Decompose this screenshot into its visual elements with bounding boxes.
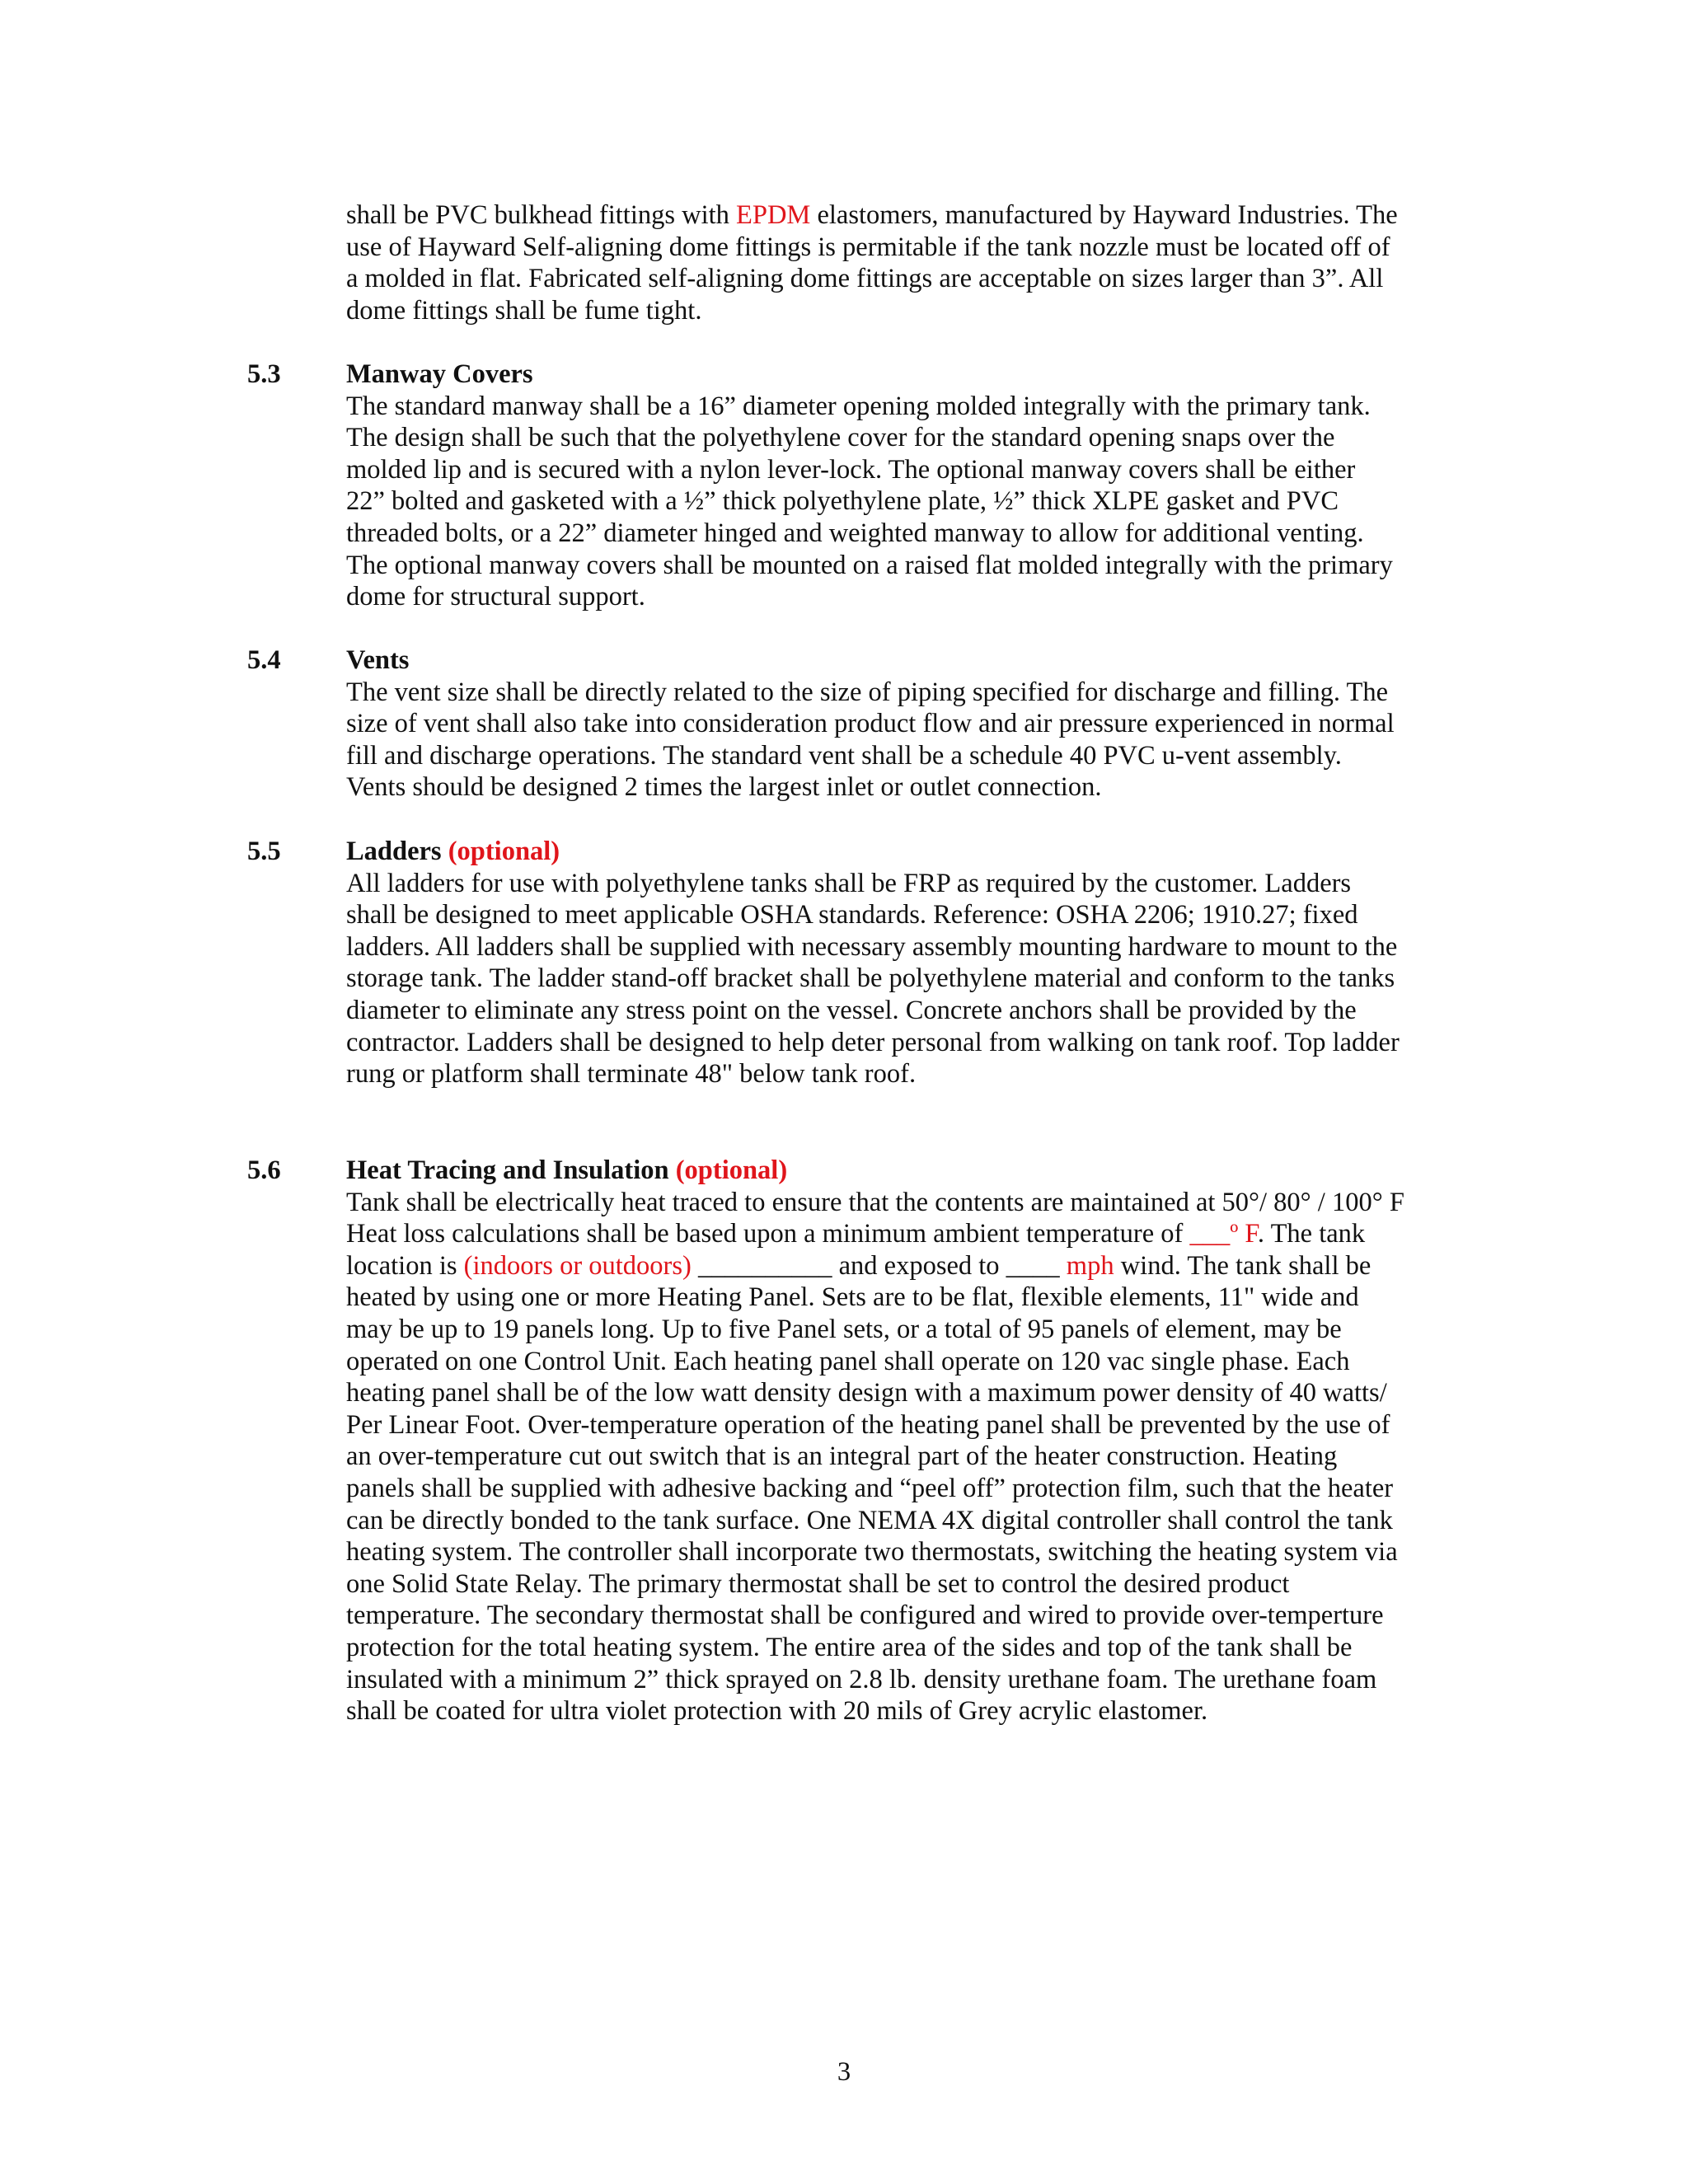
intro-paragraph: [346, 199, 1451, 326]
section-title: [346, 644, 1451, 677]
body-line: one Solid State Relay. The primary thermostat shall be set to control the desired product: [346, 1568, 1290, 1599]
page-number: 3: [837, 2057, 851, 2087]
body-line: ladders. All ladders shall be supplied with necessary assembly mounting hardware to mount to the: [346, 931, 1398, 962]
intro-line: use of Hayward Self-aligning dome fittings is permitable if the tank nozzle must be located off of: [346, 232, 1390, 262]
body-line: temperature. The secondary thermostat shall be configured and wired to provide over-temperture: [346, 1601, 1384, 1631]
body-line: Per Linear Foot. Over-temperature operation of the heating panel shall be prevented by the use of: [346, 1409, 1390, 1440]
body-line: an over-temperature cut out switch that is an integral part of the heater construction. Heating: [346, 1441, 1338, 1472]
body-line: contractor. Ladders shall be designed to help deter personal from walking on tank roof. Top ladder: [346, 1027, 1400, 1057]
body-line: Vents should be designed 2 times the largest inlet or outlet connection.: [346, 772, 1102, 803]
text-run: location is: [346, 1250, 464, 1281]
body-line: All ladders for use with polyethylene tanks shall be FRP as required by the customer. Ladders: [346, 868, 1352, 898]
section-number: 5.4: [247, 645, 281, 675]
section-number: 5.5: [247, 837, 281, 866]
text-run: . The tank: [1257, 1219, 1366, 1249]
body-line: heated by using one or more Heating Panel. Sets are to be flat, flexible elements, 11" wide and: [346, 1282, 1359, 1313]
optional-tag: (optional): [448, 837, 560, 866]
body-line: threaded bolts, or a 22” diameter hinged and weighted manway to allow for additional venting.: [346, 518, 1364, 548]
body-line: Tank shall be electrically heat traced to ensure that the contents are maintained at 50°/ 80° / 100° F: [346, 1187, 1404, 1217]
body-line: dome for structural support.: [346, 582, 645, 612]
optional-tag: (optional): [675, 1155, 788, 1185]
body-line: The design shall be such that the polyethylene cover for the standard opening snaps over the: [346, 423, 1335, 453]
text-run: elastomers, manufactured by Hayward Industries. The: [810, 200, 1398, 230]
body-line: insulated with a minimum 2” thick sprayed on 2.8 lb. density urethane foam. The urethane foam: [346, 1664, 1377, 1694]
body-line: storage tank. The ladder stand-off bracket shall be polyethylene material and conform to the tanks: [346, 963, 1395, 994]
temperature-blank: ___º F: [1189, 1219, 1258, 1249]
body-line: heating panel shall be of the low watt density design with a maximum power density of 40 watts/: [346, 1378, 1387, 1408]
text-run: __________ and exposed to ____: [691, 1250, 1067, 1281]
body-line: heating system. The controller shall incorporate two thermostats, switching the heating system via: [346, 1537, 1398, 1568]
text-run: shall be PVC bulkhead fittings with: [346, 200, 737, 230]
body-line: fill and discharge operations. The standard vent shall be a schedule 40 PVC u-vent assembly.: [346, 740, 1342, 771]
title-text: Ladders: [346, 837, 442, 866]
intro-line: dome fittings shall be fume tight.: [346, 295, 702, 326]
body-line: diameter to eliminate any stress point on the vessel. Concrete anchors shall be provided by the: [346, 995, 1357, 1025]
section-vents: [346, 644, 1451, 804]
section-number: 5.3: [247, 359, 281, 389]
section-title: [346, 1155, 1451, 1187]
title-text: Heat Tracing and Insulation: [346, 1155, 669, 1185]
intro-line: a molded in flat. Fabricated self-aligning dome fittings are acceptable on sizes larger than 3”. All: [346, 264, 1384, 294]
text-run: Heat loss calculations shall be based upon a minimum ambient temperature of: [346, 1219, 1190, 1249]
wind-unit: mph: [1066, 1250, 1114, 1281]
body-line: size of vent shall also take into consideration product flow and air pressure experienced in normal: [346, 709, 1395, 739]
title-text: Vents: [346, 645, 410, 675]
epdm-highlight: EPDM: [736, 200, 811, 230]
section-heat-tracing: [346, 1155, 1451, 1727]
body-line: [346, 1250, 1451, 1282]
body-line: rung or platform shall terminate 48" below tank roof.: [346, 1059, 917, 1090]
body-line: shall be designed to meet applicable OSHA standards. Reference: OSHA 2206; 1910.27; fixed: [346, 900, 1358, 930]
intro-line: [346, 199, 1451, 232]
section-title: [346, 359, 1451, 391]
section-manway-covers: [346, 359, 1451, 613]
body-line: molded lip and is secured with a nylon lever-lock. The optional manway covers shall be either: [346, 454, 1356, 485]
section-title: [346, 836, 1451, 868]
body-line: The optional manway covers shall be mounted on a raised flat molded integrally with the primary: [346, 550, 1393, 580]
body-line: panels shall be supplied with adhesive backing and “peel off” protection film, such that the heater: [346, 1473, 1394, 1503]
body-line: operated on one Control Unit. Each heating panel shall operate on 120 vac single phase. Each: [346, 1346, 1350, 1376]
section-ladders: [346, 836, 1451, 1090]
location-option: (indoors or outdoors): [463, 1250, 692, 1281]
body-line: The vent size shall be directly related to the size of piping specified for discharge and filling. The: [346, 677, 1389, 707]
text-run: wind. The tank shall be: [1114, 1250, 1372, 1281]
body-line: The standard manway shall be a 16” diameter opening molded integrally with the primary tank.: [346, 391, 1371, 421]
title-text: Manway Covers: [346, 359, 533, 389]
section-number: 5.6: [247, 1155, 281, 1185]
body-line: [346, 1218, 1451, 1250]
body-line: protection for the total heating system. The entire area of the sides and top of the tank shall be: [346, 1632, 1353, 1662]
body-line: shall be coated for ultra violet protection with 20 mils of Grey acrylic elastomer.: [346, 1696, 1208, 1727]
body-line: 22” bolted and gasketed with a ½” thick polyethylene plate, ½” thick XLPE gasket and PVC: [346, 486, 1339, 517]
body-line: may be up to 19 panels long. Up to five Panel sets, or a total of 95 panels of element, may be: [346, 1314, 1342, 1344]
body-line: can be directly bonded to the tank surface. One NEMA 4X digital controller shall control the tank: [346, 1505, 1393, 1535]
